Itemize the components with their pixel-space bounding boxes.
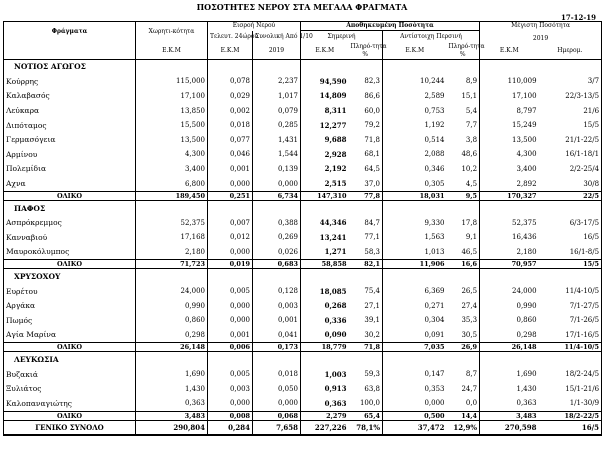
dam-name: Διπόταμος (4, 118, 136, 133)
fill-last-year-cell: 0,0 (447, 396, 480, 411)
fill-today-cell: 30,2 (349, 328, 383, 343)
max-date-cell: 15/1-21/6 (539, 381, 602, 396)
capacity-cell: 0,363 (136, 396, 208, 411)
inflow-total-cell: 0,026 (253, 245, 301, 260)
stored-last-year-cell: 7,035 (383, 343, 447, 352)
max-date-cell: 1/1-30/9 (539, 396, 602, 411)
total-label: ΟΛΙΚΟ (4, 343, 136, 352)
capacity-cell: 17,168 (136, 230, 208, 245)
dam-name: Ξυλιάτος (4, 381, 136, 396)
stored-today-cell: 147,310 (301, 191, 349, 200)
max-qty-cell: 26,148 (480, 343, 539, 352)
header-dams: Φράγματα (4, 22, 136, 43)
max-qty-cell: 4,300 (516, 150, 537, 159)
section-header (4, 200, 602, 215)
max-qty-cell: 8,797 (516, 106, 537, 115)
inflow-24h-cell: 0,046 (208, 147, 253, 162)
max-qty-cell: 170,327 (480, 191, 539, 200)
stored-today-cell: 2,279 (301, 411, 349, 420)
capacity-cell: 115,000 (136, 74, 208, 89)
max-date-cell: 17/1-16/5 (539, 328, 602, 343)
table-row (4, 162, 602, 177)
stored-last-year-cell: 2,088 (424, 150, 445, 159)
fill-last-year-cell: 3,8 (447, 132, 480, 147)
capacity-cell: 1,690 (136, 367, 208, 382)
total-row (4, 420, 602, 435)
stored-last-year-cell: 2,589 (424, 91, 445, 100)
max-date-cell: 21/1-22/5 (539, 132, 602, 147)
inflow-24h-cell: 0,012 (208, 230, 253, 245)
max-date-cell: 16/5 (539, 420, 602, 435)
fill-today-cell: 79,2 (349, 118, 383, 133)
max-qty-cell: 0,990 (516, 301, 537, 310)
stored-last-year-cell: 0,147 (424, 370, 445, 379)
dam-name: Ασπρόκρεμμος (4, 215, 136, 230)
max-date-cell: 30/8 (539, 176, 602, 191)
capacity-cell: 17,100 (136, 89, 208, 104)
table-row (4, 284, 602, 299)
fill-today-cell: 86,6 (349, 89, 383, 104)
header-fill-last: Πληρό-τητα % (448, 42, 485, 58)
capacity-cell: 6,800 (136, 176, 208, 191)
table-row (4, 118, 602, 133)
inflow-24h-cell: 0,008 (208, 411, 253, 420)
table-row (4, 147, 602, 162)
table-row (4, 396, 602, 411)
table-row (4, 313, 602, 328)
capacity-cell: 0,860 (136, 313, 208, 328)
stored-last-year-cell: 37,472 (383, 420, 447, 435)
max-date-cell: 16/5 (539, 230, 602, 245)
inflow-total-cell: 0,003 (253, 298, 301, 313)
fill-last-year-cell: 27,4 (447, 298, 480, 313)
stored-last-year-cell: 10,244 (420, 77, 445, 86)
report-date: 17-12-19 (560, 13, 596, 22)
max-qty-cell: 13,500 (512, 135, 537, 144)
dam-name: Γερμασόγεια (4, 132, 136, 147)
inflow-24h-cell: 0,000 (208, 176, 253, 191)
inflow-24h-cell: 0,029 (208, 89, 253, 104)
max-qty-cell: 110,009 (507, 77, 537, 86)
total-row (4, 411, 602, 420)
max-qty-cell: 0,363 (516, 399, 537, 408)
stored-last-year-cell: 6,369 (424, 287, 445, 296)
capacity-cell: 71,723 (136, 260, 208, 269)
stored-today-cell: 1,271 (324, 247, 347, 257)
capacity-cell: 52,375 (136, 215, 208, 230)
max-qty-cell: 52,375 (512, 218, 537, 227)
max-qty-cell: 70,957 (480, 260, 539, 269)
stored-last-year-cell: 0,753 (424, 106, 445, 115)
dam-name: Αργάκα (4, 298, 136, 313)
max-date-cell: 15/5 (539, 260, 602, 269)
stored-today-cell: 13,241 (319, 232, 347, 242)
fill-last-year-cell: 8,9 (447, 74, 480, 89)
fill-today-cell: 82,3 (349, 74, 383, 89)
stored-last-year-cell: 0,305 (424, 179, 445, 188)
max-date-cell: 7/1-26/5 (539, 313, 602, 328)
stored-today-cell: 14,809 (319, 91, 347, 101)
fill-last-year-cell: 4,5 (447, 176, 480, 191)
fill-last-year-cell: 8,7 (447, 367, 480, 382)
capacity-cell: 13,850 (136, 103, 208, 118)
stored-today-cell: 18,779 (301, 343, 349, 352)
header-total-since: Συνολική Από 1/10 (253, 31, 301, 43)
max-date-cell: 18/2-22/5 (539, 411, 602, 420)
unit-capacity: Ε.Κ.Μ (136, 43, 208, 60)
fill-today-cell: 58,3 (349, 245, 383, 260)
dam-name: Αρμίνου (4, 147, 136, 162)
fill-last-year-cell: 24,7 (447, 381, 480, 396)
total-label: ΓΕΝΙΚΟ ΣΥΝΟΛΟ (4, 420, 136, 435)
stored-today-cell: 0,363 (324, 398, 347, 408)
fill-today-cell: 64,5 (349, 162, 383, 177)
inflow-total-cell: 0,285 (253, 118, 301, 133)
table-row (4, 103, 602, 118)
inflow-24h-cell: 0,002 (208, 103, 253, 118)
inflow-24h-cell: 0,001 (208, 162, 253, 177)
dam-name: Αχνα (4, 176, 136, 191)
stored-last-year-cell: 9,330 (424, 218, 445, 227)
fill-today-cell: 100,0 (349, 396, 383, 411)
header-year-max: 2019 (480, 31, 602, 43)
total-row (4, 343, 602, 352)
capacity-cell: 13,500 (136, 132, 208, 147)
max-date-cell: 2/2-25/4 (539, 162, 602, 177)
fill-today-cell: 71,8 (349, 132, 383, 147)
inflow-total-cell: 0,139 (253, 162, 301, 177)
inflow-24h-cell: 0,000 (208, 298, 253, 313)
max-date-cell: 22/3-13/5 (539, 89, 602, 104)
table-row (4, 245, 602, 260)
stored-last-year-cell: 0,000 (424, 399, 445, 408)
fill-last-year-cell: 30,5 (447, 328, 480, 343)
max-date-cell: 18/2-24/5 (539, 367, 602, 382)
inflow-24h-cell: 0,000 (208, 313, 253, 328)
stored-last-year-cell: 11,906 (383, 260, 447, 269)
inflow-24h-cell: 0,077 (208, 132, 253, 147)
fill-today-cell: 60,0 (349, 103, 383, 118)
max-qty-cell: 2,180 (516, 247, 537, 256)
stored-today-cell: 8,311 (324, 106, 347, 116)
max-qty-cell: 0,298 (516, 330, 537, 339)
fill-today-cell: 39,1 (349, 313, 383, 328)
max-date-cell: 22/5 (539, 191, 602, 200)
inflow-total-cell: 2,237 (253, 74, 301, 89)
inflow-24h-cell: 0,003 (208, 381, 253, 396)
max-qty-cell: 1,690 (516, 370, 537, 379)
header-last24: Τελευτ. 24ώρου (208, 31, 253, 43)
inflow-24h-cell: 0,007 (208, 215, 253, 230)
capacity-cell: 0,298 (136, 328, 208, 343)
section-header (4, 352, 602, 367)
inflow-24h-cell: 0,284 (208, 420, 253, 435)
max-qty-cell: 0,860 (516, 316, 537, 325)
fill-today-cell: 71,8 (349, 343, 383, 352)
fill-last-year-cell: 26,9 (447, 343, 480, 352)
header-inflow: Εισροή Νερού (208, 22, 301, 31)
max-qty-cell: 3,483 (480, 411, 539, 420)
dam-name: Πωμός (4, 313, 136, 328)
table-row (4, 132, 602, 147)
total-label: ΟΛΙΚΟ (4, 260, 136, 269)
capacity-cell: 290,804 (136, 420, 208, 435)
max-qty-cell: 15,249 (512, 121, 537, 130)
max-date-cell: 3/7 (539, 74, 602, 89)
header-year-inflow: 2019 (253, 43, 301, 60)
fill-last-year-cell: 35,3 (447, 313, 480, 328)
total-label: ΟΛΙΚΟ (4, 411, 136, 420)
max-date-cell: 21/6 (539, 103, 602, 118)
fill-today-cell: 84,7 (349, 215, 383, 230)
inflow-24h-cell: 0,251 (208, 191, 253, 200)
total-row (4, 260, 602, 269)
max-date-cell: 16/1-8/5 (539, 245, 602, 260)
fill-last-year-cell: 9,1 (447, 230, 480, 245)
table-row (4, 230, 602, 245)
stored-today-cell: 227,226 (301, 420, 349, 435)
table-row (4, 367, 602, 382)
fill-today-cell: 78,1% (349, 420, 383, 435)
table-row (4, 176, 602, 191)
fill-today-cell: 27,1 (349, 298, 383, 313)
inflow-total-cell: 0,001 (253, 313, 301, 328)
header-capacity: Χωρητι-κότητα (136, 22, 208, 43)
section-header (4, 269, 602, 284)
stored-today-cell: 18,085 (319, 286, 347, 296)
fill-last-year-cell: 15,1 (447, 89, 480, 104)
table-row (4, 328, 602, 343)
stored-last-year-cell: 1,192 (424, 121, 445, 130)
table-row (4, 298, 602, 313)
fill-today-cell: 65,4 (349, 411, 383, 420)
capacity-cell: 189,450 (136, 191, 208, 200)
stored-last-year-cell: 1,013 (424, 247, 445, 256)
stored-today-cell: 94,590 (319, 76, 347, 86)
stored-today-cell: 0,336 (324, 315, 347, 325)
max-date-cell: 16/1-18/1 (539, 147, 602, 162)
dam-name: Βυζακιά (4, 367, 136, 382)
stored-today-cell: 0,090 (324, 330, 347, 340)
dam-name: Πολεμίδια (4, 162, 136, 177)
inflow-24h-cell: 0,005 (208, 367, 253, 382)
header-stored: Αποθηκευμένη Ποσότητα (301, 22, 480, 31)
section-name: ΠΑΦΟΣ (4, 200, 136, 215)
fill-last-year-cell: 14,4 (447, 411, 480, 420)
unit-max: Ε.Κ.Μ (480, 43, 539, 60)
section-name: ΧΡΥΣΟΧΟΥ (4, 269, 136, 284)
fill-today-cell: 68,1 (349, 147, 383, 162)
max-date-cell: 7/1-27/5 (539, 298, 602, 313)
stored-last-year-cell: 1,563 (424, 233, 445, 242)
capacity-cell: 3,483 (136, 411, 208, 420)
max-date-cell: 11/4-10/5 (539, 284, 602, 299)
capacity-cell: 3,400 (136, 162, 208, 177)
report-title: ΠΟΣΟΤΗΤΕΣ ΝΕΡΟΥ ΣΤΑ ΜΕΓΑΛΑ ΦΡΑΓΜΑΤΑ (196, 2, 408, 12)
fill-today-cell: 82,1 (349, 260, 383, 269)
dam-name: Λεύκαρα (4, 103, 136, 118)
section-header (4, 59, 602, 74)
stored-last-year-cell: 0,304 (424, 316, 445, 325)
dam-name: Κούρρης (4, 74, 136, 89)
inflow-total-cell: 0,000 (253, 176, 301, 191)
table-row (4, 215, 602, 230)
inflow-total-cell: 0,041 (253, 328, 301, 343)
fill-last-year-cell: 9,5 (447, 191, 480, 200)
fill-last-year-cell: 12,9% (447, 420, 480, 435)
inflow-total-cell: 0,173 (253, 343, 301, 352)
max-qty-cell: 3,400 (516, 164, 537, 173)
inflow-24h-cell: 0,006 (208, 343, 253, 352)
inflow-total-cell: 0,079 (253, 103, 301, 118)
stored-last-year-cell: 0,091 (424, 330, 445, 339)
unit-last24: Ε.Κ.Μ (208, 43, 253, 60)
capacity-cell: 4,300 (136, 147, 208, 162)
stored-last-year-cell: 0,346 (424, 164, 445, 173)
fill-today-cell: 77,8 (349, 191, 383, 200)
fill-last-year-cell: 5,4 (447, 103, 480, 118)
inflow-24h-cell: 0,019 (208, 260, 253, 269)
max-date-cell: 11/4-10/5 (539, 343, 602, 352)
stored-last-year-cell: 0,271 (424, 301, 445, 310)
max-qty-cell: 1,430 (516, 384, 537, 393)
stored-today-cell: 0,913 (324, 384, 347, 394)
capacity-cell: 2,180 (136, 245, 208, 260)
stored-today-cell: 2,192 (324, 164, 347, 174)
stored-today-cell: 44,346 (319, 218, 347, 228)
fill-today-cell: 63,8 (349, 381, 383, 396)
inflow-total-cell: 1,431 (253, 132, 301, 147)
inflow-total-cell: 0,388 (253, 215, 301, 230)
max-qty-cell: 16,436 (512, 233, 537, 242)
inflow-24h-cell: 0,078 (208, 74, 253, 89)
header-fill-today: Πληρό-τητα % (350, 42, 387, 58)
inflow-total-cell: 1,017 (253, 89, 301, 104)
inflow-total-cell: 0,050 (253, 381, 301, 396)
stored-today-cell: 0,268 (324, 301, 347, 311)
stored-last-year-cell: 18,031 (383, 191, 447, 200)
fill-last-year-cell: 48,6 (447, 147, 480, 162)
capacity-cell: 0,990 (136, 298, 208, 313)
max-date-cell: 15/5 (539, 118, 602, 133)
capacity-cell: 1,430 (136, 381, 208, 396)
inflow-total-cell: 0,000 (253, 396, 301, 411)
section-name: ΛΕΥΚΩΣΙΑ (4, 352, 136, 367)
inflow-total-cell: 6,734 (253, 191, 301, 200)
unit-today: Ε.Κ.Μ (301, 43, 349, 60)
max-qty-cell: 17,100 (512, 91, 537, 100)
fill-today-cell: 59,3 (349, 367, 383, 382)
header-corresponding: Αντίστοιχη Περσινή (383, 31, 480, 43)
max-qty-cell: 270,598 (480, 420, 539, 435)
fill-last-year-cell: 7,7 (447, 118, 480, 133)
stored-last-year-cell: 0,514 (424, 135, 445, 144)
max-qty-cell: 2,892 (516, 179, 537, 188)
stored-last-year-cell: 0,353 (424, 384, 445, 393)
fill-today-cell: 77,1 (349, 230, 383, 245)
inflow-total-cell: 0,128 (253, 284, 301, 299)
dams-table (3, 21, 602, 436)
capacity-cell: 15,500 (136, 118, 208, 133)
stored-today-cell: 58,858 (301, 260, 349, 269)
max-qty-cell: 24,000 (512, 287, 537, 296)
dam-name: Καλαβασός (4, 89, 136, 104)
dam-name: Κανναβιού (4, 230, 136, 245)
dam-name: Μαυροκόλυμπος (4, 245, 136, 260)
inflow-24h-cell: 0,018 (208, 118, 253, 133)
fill-last-year-cell: 46,5 (447, 245, 480, 260)
stored-today-cell: 9,688 (324, 135, 347, 145)
stored-today-cell: 1,003 (324, 369, 347, 379)
dam-name: Ευρέτου (4, 284, 136, 299)
fill-today-cell: 75,4 (349, 284, 383, 299)
stored-today-cell: 2,928 (324, 149, 347, 159)
table-row (4, 89, 602, 104)
dam-name: Αγία Μαρίνα (4, 328, 136, 343)
fill-last-year-cell: 16,6 (447, 260, 480, 269)
capacity-cell: 24,000 (136, 284, 208, 299)
inflow-total-cell: 7,658 (253, 420, 301, 435)
section-name: ΝΟΤΙΟΣ ΑΓΩΓΟΣ (4, 59, 136, 74)
inflow-total-cell: 0,068 (253, 411, 301, 420)
table-row (4, 74, 602, 89)
header-today: Σημερινή (301, 31, 383, 43)
table-row (4, 381, 602, 396)
total-label: ΟΛΙΚΟ (4, 191, 136, 200)
max-date-cell: 6/3-17/5 (539, 215, 602, 230)
fill-today-cell: 37,0 (349, 176, 383, 191)
inflow-total-cell: 0,269 (253, 230, 301, 245)
stored-today-cell: 2,515 (324, 179, 347, 189)
header-date: Ημερομ. (539, 43, 602, 60)
fill-last-year-cell: 10,2 (447, 162, 480, 177)
stored-today-cell: 12,277 (319, 120, 347, 130)
capacity-cell: 26,148 (136, 343, 208, 352)
inflow-total-cell: 1,544 (253, 147, 301, 162)
stored-last-year-cell: 0,500 (383, 411, 447, 420)
inflow-24h-cell: 0,005 (208, 284, 253, 299)
unit-corresponding: Ε.Κ.Μ (383, 43, 447, 60)
dam-name: Καλοπαναγιώτης (4, 396, 136, 411)
inflow-total-cell: 0,683 (253, 260, 301, 269)
inflow-24h-cell: 0,001 (208, 328, 253, 343)
total-row (4, 191, 602, 200)
inflow-24h-cell: 0,000 (208, 245, 253, 260)
inflow-total-cell: 0,018 (253, 367, 301, 382)
header-max-qty: Μέγιστη Ποσότητα (480, 22, 602, 31)
fill-last-year-cell: 17,8 (447, 215, 480, 230)
fill-last-year-cell: 26,5 (447, 284, 480, 299)
inflow-24h-cell: 0,000 (208, 396, 253, 411)
